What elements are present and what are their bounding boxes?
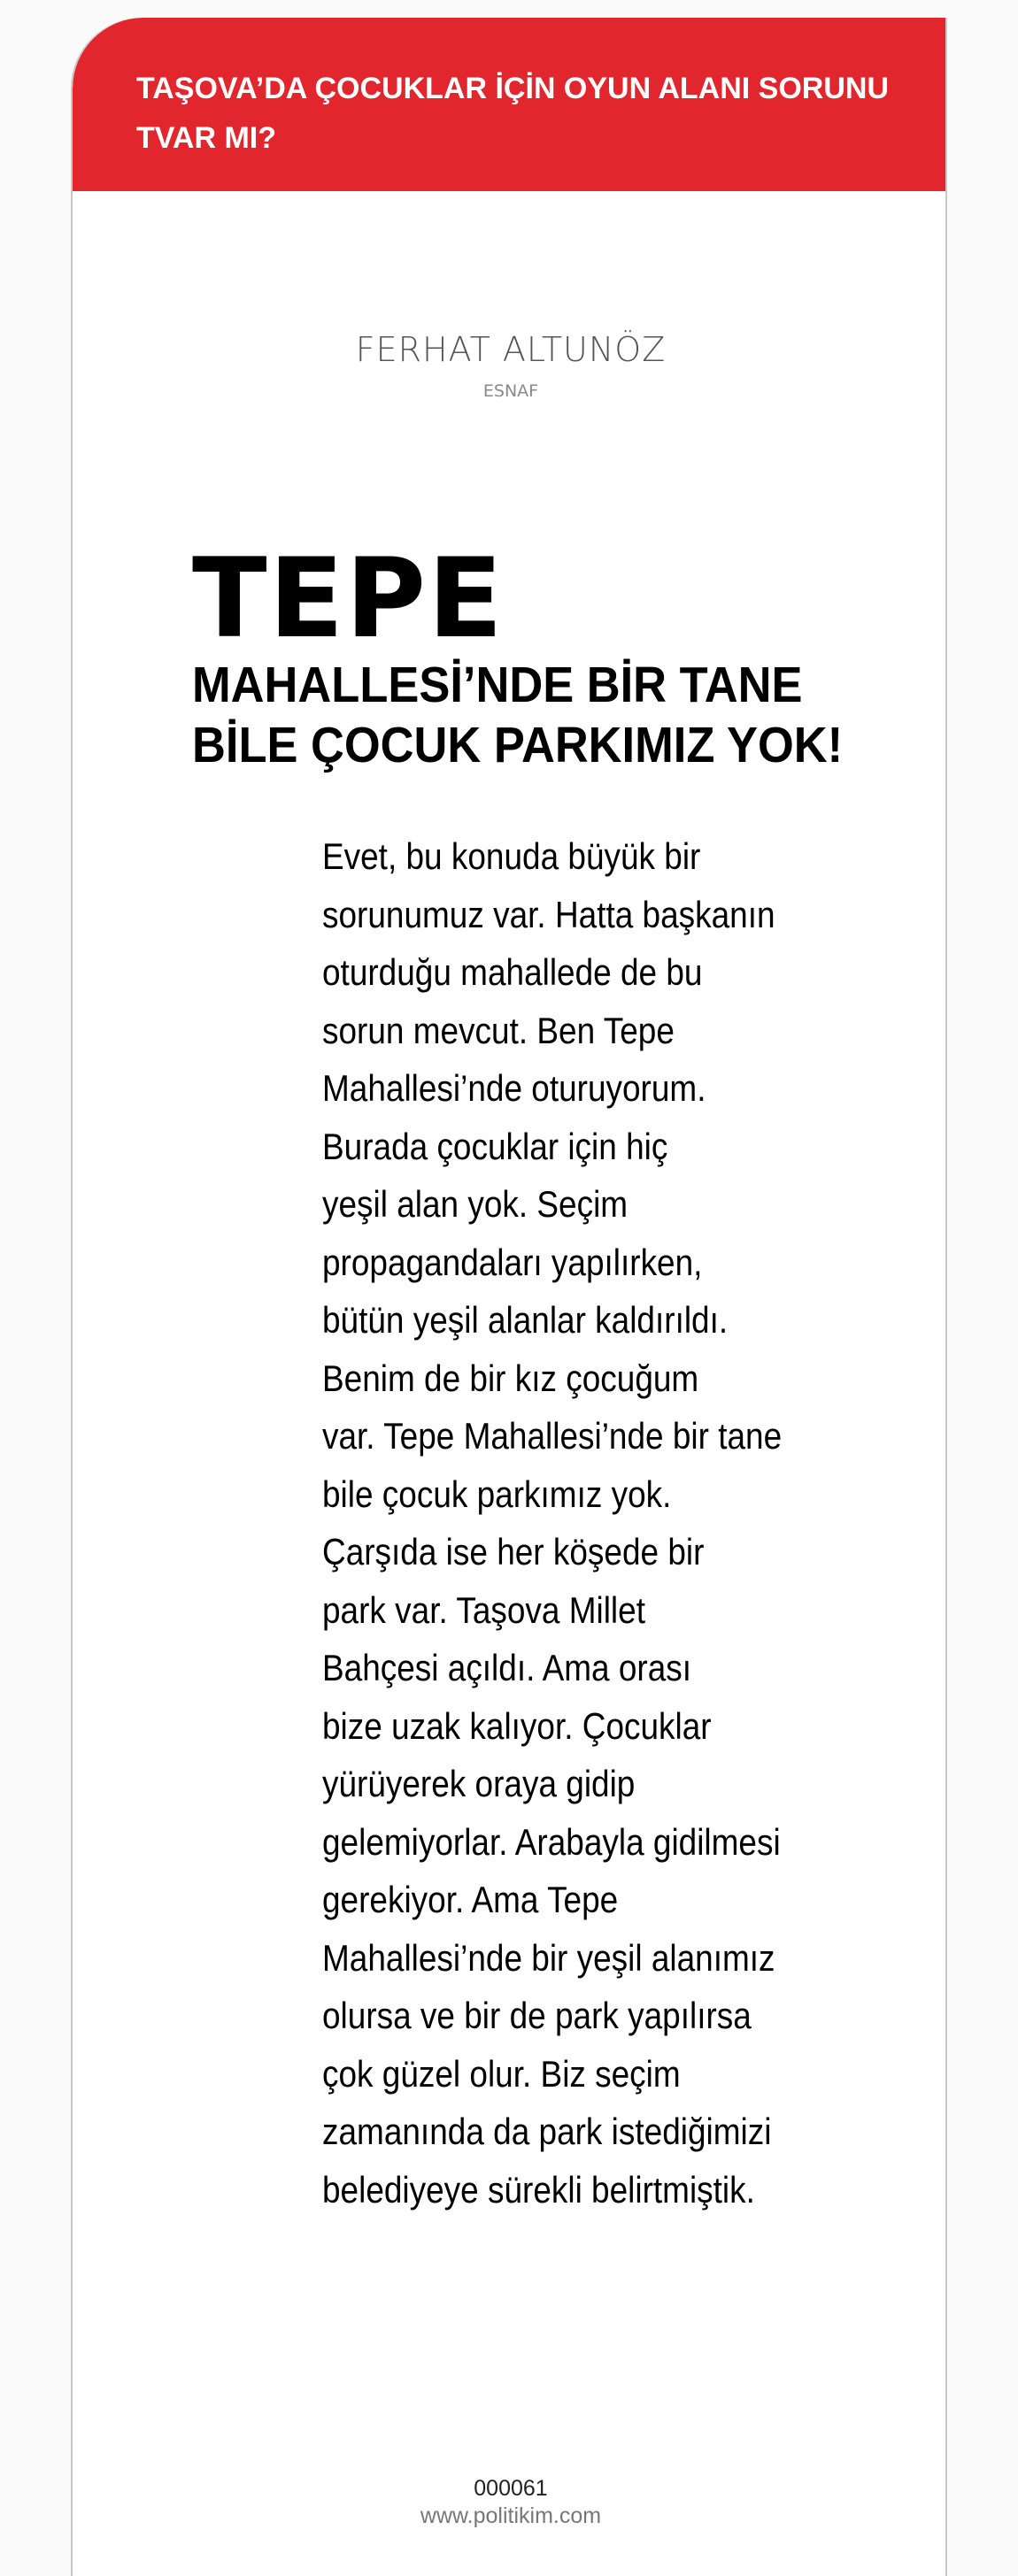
body-line: var. Tepe Mahallesi’nde bir tane (322, 1415, 783, 1457)
body-line: propagandaları yapılırken, (322, 1241, 703, 1283)
header-title-line-1: TAŞOVA’DA ÇOCUKLAR İÇİN OYUN ALANI SORUNU (136, 72, 889, 105)
body-line: Mahallesi’nde oturuyorum. (322, 1067, 706, 1109)
body-line: oturduğu mahallede de bu (322, 951, 703, 993)
body-line: sorun mevcut. Ben Tepe (322, 1009, 675, 1051)
footer-url: www.politikim.com (420, 2503, 602, 2528)
headline-big: TEPE (192, 535, 505, 663)
author-role: ESNAF (482, 381, 539, 401)
body-line: park var. Taşova Millet (322, 1588, 645, 1631)
body-line: Burada çocuklar için hiç (322, 1125, 668, 1167)
body-line: belediyeye sürekli belirtmiştik. (322, 2168, 755, 2211)
body-line: Bahçesi açıldı. Ama orası (322, 1647, 692, 1688)
headline-sub-line-1: MAHALLESİ’NDE BİR TANE (192, 657, 803, 713)
page-number: 000061 (474, 2476, 548, 2501)
header-title (136, 64, 933, 163)
body-line: yürüyerek oraya gidip (322, 1763, 636, 1804)
body-line: bile çocuk parkımız yok. (322, 1473, 672, 1515)
body-line: yeşil alan yok. Seçim (322, 1183, 629, 1225)
body-line: sorunumuz var. Hatta başkanın (322, 893, 775, 935)
body-line: gerekiyor. Ama Tepe (322, 1879, 619, 1920)
body-line: Benim de bir kız çocuğum (322, 1357, 699, 1399)
body-line: çok güzel olur. Biz seçim (322, 2052, 681, 2095)
headline-sub-line-2: BİLE ÇOCUK PARKIMIZ YOK! (192, 717, 844, 773)
article-card (71, 18, 947, 2576)
body-line: olursa ve bir de park yapılırsa (322, 1995, 752, 2036)
body-line: Mahallesi’nde bir yeşil alanımız (322, 1936, 775, 1979)
header-title-line-2: TVAR MI? (136, 121, 277, 155)
body-line: zamanında da park istediğimizi (322, 2111, 772, 2152)
body-line: Evet, bu konuda büyük bir (322, 835, 701, 877)
body-line: bize uzak kalıyor. Çocuklar (322, 1704, 712, 1747)
body-line: bütün yeşil alanlar kaldırıldı. (322, 1299, 729, 1341)
body-line: Çarşıda ise her köşede bir (322, 1531, 705, 1573)
article-body (322, 827, 871, 2218)
header-banner (73, 18, 945, 191)
author-name: FERHAT ALTUNÖZ (355, 330, 667, 369)
body-line: gelemiyorlar. Arabayla gidilmesi (322, 1820, 781, 1863)
headline-sub (192, 655, 860, 775)
